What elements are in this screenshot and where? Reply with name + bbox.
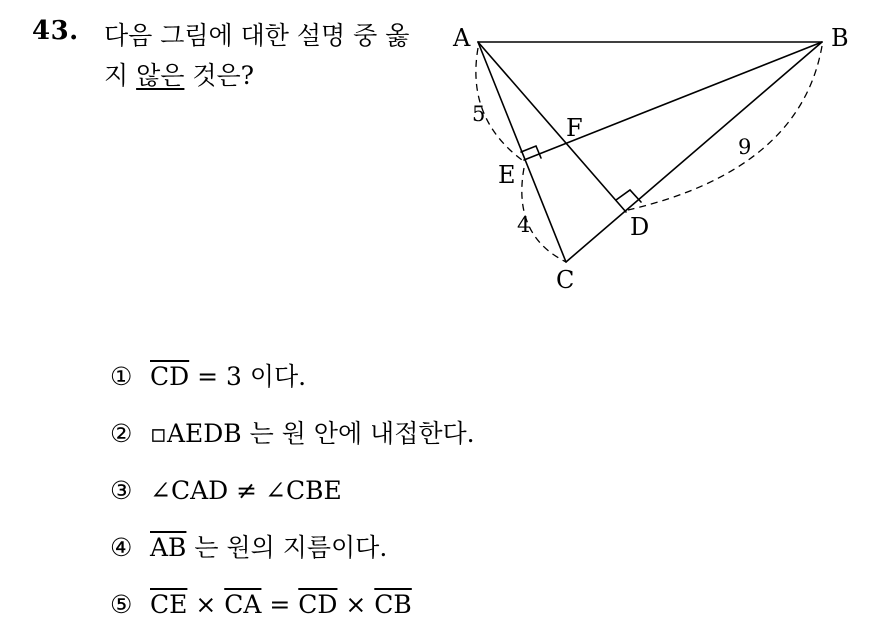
choice-3[interactable] <box>110 471 475 528</box>
choice-5[interactable] <box>110 585 475 642</box>
choice-text: ▫AEDB 는 원 안에 내접한다. <box>150 419 475 448</box>
segment-notation: $\overline{CD}$ <box>150 362 190 391</box>
segment-be <box>524 42 822 160</box>
choice-text: = <box>261 590 299 619</box>
point-label-e: E <box>498 161 516 189</box>
question-emphasis-underlined: 않은 <box>136 61 185 90</box>
choice-number: ④ <box>110 533 133 562</box>
length-label-bd: 9 <box>738 135 752 159</box>
choice-text: × <box>187 590 225 619</box>
length-label-ae: 5 <box>472 102 486 126</box>
choice-1[interactable] <box>110 357 475 414</box>
choice-text: = 3 이다. <box>189 362 307 391</box>
dimension-arc-bd <box>628 46 822 210</box>
choice-number: ⑤ <box>110 590 133 619</box>
question-line-1: 다음 그림에 대한 설명 중 옳 <box>104 21 410 50</box>
choice-text: × <box>337 590 375 619</box>
choice-text: 는 원의 지름이다. <box>186 533 388 562</box>
point-label-c: C <box>556 266 575 294</box>
segment-notation: $\overline{CA}$ <box>224 590 262 619</box>
question-line-2-prefix: 지 <box>104 61 137 90</box>
question-number: 43. <box>32 16 79 46</box>
choice-2[interactable] <box>110 414 475 471</box>
answer-choices <box>110 357 475 642</box>
segment-notation: $\overline{CE}$ <box>150 590 188 619</box>
choice-number: ③ <box>110 476 133 505</box>
choice-4[interactable] <box>110 528 475 585</box>
segment-notation: $\overline{AB}$ <box>150 533 187 562</box>
segment-notation: $\overline{CB}$ <box>374 590 412 619</box>
length-label-ec: 4 <box>517 213 531 237</box>
point-label-b: B <box>831 24 849 52</box>
question-line-2-suffix: 것은? <box>184 61 255 90</box>
geometry-figure <box>0 0 884 320</box>
point-label-a: A <box>453 24 471 52</box>
point-label-d: D <box>630 213 650 241</box>
segment-notation: $\overline{CD}$ <box>298 590 338 619</box>
choice-number: ① <box>110 362 133 391</box>
segment-bc <box>566 42 822 262</box>
choice-text: ∠CAD ≠ ∠CBE <box>150 476 342 505</box>
choice-number: ② <box>110 419 133 448</box>
point-label-f: F <box>566 114 583 142</box>
